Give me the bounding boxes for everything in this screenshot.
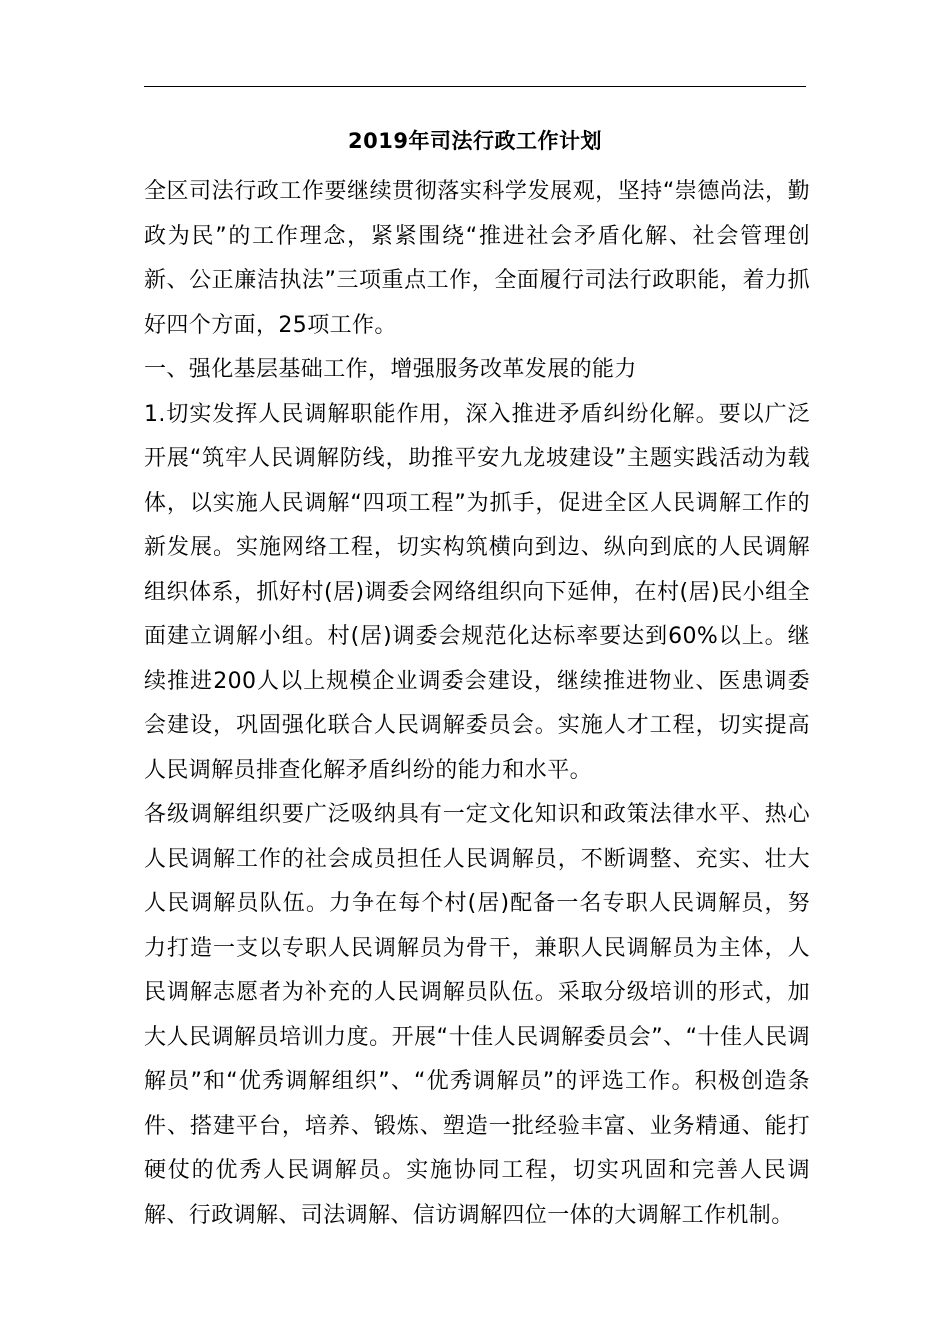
intro-paragraph: 全区司法行政工作要继续贯彻落实科学发展观，坚持“崇德尚法，勤政为民”的工作理念，紧紧围绕“推进社会矛盾化解、社会管理创新、公正廉洁执法”三项重点工作，全面履行司法行政职能，着力抓好四个方面，25项工作。	[144, 179, 810, 338]
document-body	[144, 170, 810, 1238]
section-heading: 一、强化基层基础工作，增强服务改革发展的能力	[144, 357, 637, 382]
document-title: 2019年司法行政工作计划	[348, 129, 602, 153]
header-rule	[144, 86, 806, 87]
mediator-paragraph: 各级调解组织要广泛吸纳具有一定文化知识和政策法律水平、热心人民调解工作的社会成员担任人民调解员，不断调整、充实、壮大人民调解员队伍。力争在每个村(居)配备一名专职人民调解员，努力打造一支以专职人民调解员为骨干，兼职人民调解员为主体，人民调解志愿者为补充的人民调解员队伍。采取分级培训的形式，加大人民调解员培训力度。开展“十佳人民调解委员会”、“十佳人民调解员”和“优秀调解组织”、“优秀调解员”的评选工作。积极创造条件、搭建平台，培养、锻炼、塑造一批经验丰富、业务精通、能打硬仗的优秀人民调解员。实施协同工程，切实巩固和完善人民调解、行政调解、司法调解、信访调解四位一体的大调解工作机制。	[144, 802, 810, 1228]
item-1-paragraph: 1.切实发挥人民调解职能作用，深入推进矛盾纠纷化解。要以广泛开展“筑牢人民调解防线，助推平安九龙坡建设”主题实践活动为载体，以实施人民调解“四项工程”为抓手，促进全区人民调解工作的新发展。实施网络工程，切实构筑横向到边、纵向到底的人民调解组织体系，抓好村(居)调委会网络组织向下延伸，在村(居)民小组全面建立调解小组。村(居)调委会规范化达标率要达到60%以上。继续推进200人以上规模企业调委会建设，继续推进物业、医患调委会建设，巩固强化联合人民调解委员会。实施人才工程，切实提高人民调解员排查化解矛盾纠纷的能力和水平。	[144, 401, 810, 783]
